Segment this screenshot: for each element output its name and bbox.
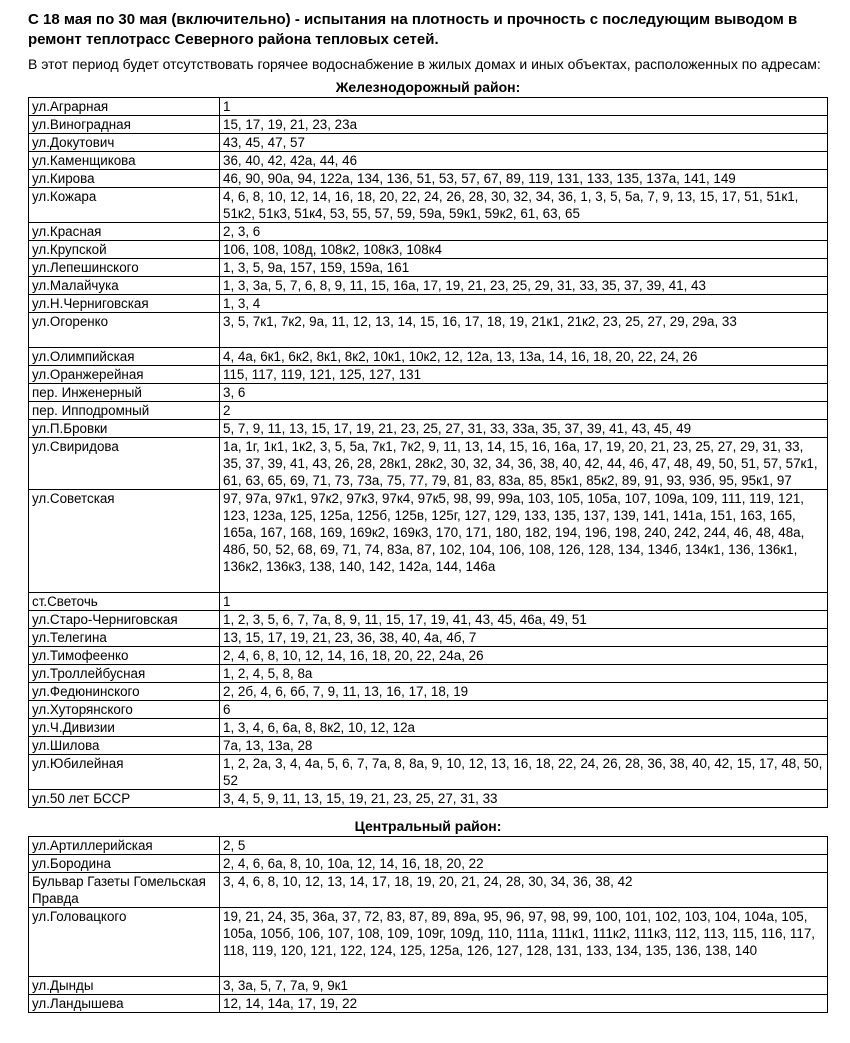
address-table	[28, 836, 828, 1013]
street-cell: ул.Советская	[29, 490, 220, 593]
table-row	[29, 737, 828, 755]
table-row	[29, 116, 828, 134]
street-cell: ул.Артиллерийская	[29, 837, 220, 855]
houses-cell: 1	[220, 593, 828, 611]
houses-cell: 1, 2, 2а, 3, 4, 4а, 5, 6, 7, 7а, 8, 8а, 9, 10, 12, 13, 16, 18, 22, 24, 26, 28, 36, 38, 40, 42, 15, 17, 48, 50, 52	[220, 755, 828, 790]
houses-cell: 4, 4а, 6к1, 6к2, 8к1, 8к2, 10к1, 10к2, 12, 12а, 13, 13а, 14, 16, 18, 20, 22, 24, 26	[220, 348, 828, 366]
houses-cell: 2	[220, 402, 828, 420]
districts-container	[28, 79, 828, 1013]
table-row	[29, 755, 828, 790]
street-cell: ул.Лепешинского	[29, 259, 220, 277]
table-row	[29, 223, 828, 241]
houses-cell: 1, 3, 5, 9а, 157, 159, 159а, 161	[220, 259, 828, 277]
street-cell: ул.Каменщикова	[29, 152, 220, 170]
street-cell: ул.Виноградная	[29, 116, 220, 134]
district-title: Центральный район:	[354, 818, 502, 834]
houses-cell: 4, 6, 8, 10, 12, 14, 16, 18, 20, 22, 24, 26, 28, 30, 32, 34, 36, 1, 3, 5, 5а, 7, 9, 13, 15, 17, 51, 51к1, 51к2, 51к3, 51к4, 53, 55, 57, 59, 59а, 59к1, 59к2, 61, 63, 65	[220, 188, 828, 223]
street-cell: ул.Оранжерейная	[29, 366, 220, 384]
street-cell: пер. Инженерный	[29, 384, 220, 402]
street-cell: ул.Головацкого	[29, 908, 220, 977]
table-row	[29, 855, 828, 873]
street-cell: ул.Н.Черниговская	[29, 295, 220, 313]
table-row	[29, 170, 828, 188]
houses-cell: 1, 2, 4, 5, 8, 8а	[220, 665, 828, 683]
houses-cell: 1, 3, 3а, 5, 7, 6, 8, 9, 11, 15, 16а, 17, 19, 21, 23, 25, 29, 31, 33, 35, 37, 39, 41, 43	[220, 277, 828, 295]
street-cell: ул.Олимпийская	[29, 348, 220, 366]
street-cell: ул.Кирова	[29, 170, 220, 188]
table-row	[29, 977, 828, 995]
table-row	[29, 611, 828, 629]
address-table	[28, 97, 828, 808]
table-row	[29, 593, 828, 611]
houses-cell: 3, 6	[220, 384, 828, 402]
table-row	[29, 188, 828, 223]
houses-cell: 2, 3, 6	[220, 223, 828, 241]
houses-cell: 1, 3, 4	[220, 295, 828, 313]
street-cell: ул.Дынды	[29, 977, 220, 995]
street-cell: ул.Телегина	[29, 629, 220, 647]
houses-cell: 2, 4, 6, 8, 10, 12, 14, 16, 18, 20, 22, 24а, 26	[220, 647, 828, 665]
table-row	[29, 420, 828, 438]
houses-cell: 1а, 1г, 1к1, 1к2, 3, 5, 5а, 7к1, 7к2, 9, 11, 13, 14, 15, 16, 16а, 17, 19, 20, 21, 23, 25, 27, 29, 31, 33, 35, 37, 39, 41, 43, 26, 28, 28к1, 28к2, 30, 32, 34, 36, 38, 40, 42, 44, 46, 47, 48, 49, 50, 51, 57, 57к1, 61, 63, 65, 69, 71, 73, 73а, 75, 77, 79, 81, 83, 83а, 85, 85к1, 85к2, 89, 91, 93, 93б, 95, 95к1, 97	[220, 438, 828, 490]
houses-cell: 2, 5	[220, 837, 828, 855]
street-cell: ул.Крупской	[29, 241, 220, 259]
street-cell: пер. Ипподромный	[29, 402, 220, 420]
houses-cell: 3, 4, 6, 8, 10, 12, 13, 14, 17, 18, 19, 20, 21, 24, 28, 30, 34, 36, 38, 42	[220, 873, 828, 908]
table-row	[29, 277, 828, 295]
street-cell: ул.Кожара	[29, 188, 220, 223]
district-gap	[28, 808, 828, 816]
houses-cell: 2, 4, 6, 6а, 8, 10, 10а, 12, 14, 16, 18, 20, 22	[220, 855, 828, 873]
street-cell: ул.Огоренко	[29, 313, 220, 348]
street-cell: ул.Докутович	[29, 134, 220, 152]
table-row	[29, 701, 828, 719]
table-row	[29, 313, 828, 348]
houses-cell: 7а, 13, 13а, 28	[220, 737, 828, 755]
street-cell: ул.Федюнинского	[29, 683, 220, 701]
houses-cell: 1, 2, 3, 5, 6, 7, 7а, 8, 9, 11, 15, 17, 19, 41, 43, 45, 46а, 49, 51	[220, 611, 828, 629]
street-cell: ул.Троллейбусная	[29, 665, 220, 683]
street-cell: ул.Бородина	[29, 855, 220, 873]
street-cell: ул.Ландышева	[29, 995, 220, 1013]
street-cell: ул.Хуторянского	[29, 701, 220, 719]
street-cell: ул.Ч.Дивизии	[29, 719, 220, 737]
table-row	[29, 995, 828, 1013]
table-row	[29, 873, 828, 908]
houses-cell: 43, 45, 47, 57	[220, 134, 828, 152]
houses-cell: 15, 17, 19, 21, 23, 23а	[220, 116, 828, 134]
street-cell: ул.50 лет БССР	[29, 790, 220, 808]
table-row	[29, 908, 828, 977]
street-cell: ул.Малайчука	[29, 277, 220, 295]
houses-cell: 106, 108, 108д, 108к2, 108к3, 108к4	[220, 241, 828, 259]
street-cell: ул.Тимофеенко	[29, 647, 220, 665]
houses-cell: 97, 97а, 97к1, 97к2, 97к3, 97к4, 97к5, 98, 99, 99а, 103, 105, 105а, 107, 109а, 109, 111, 119, 121, 123, 123а, 125, 125а, 125б, 125в, 125г, 127, 129, 133, 135, 137, 139, 141, 141а, 151, 163, 165, 165а, 167, 168, 169, 169к2, 169к3, 170, 171, 180, 182, 194, 196, 198, 240, 242, 244, 46, 48, 48а, 48б, 50, 52, 68, 69, 71, 74, 83а, 87, 102, 104, 106, 108, 126, 128, 134, 134б, 134к1, 136, 136к1, 136к2, 136к3, 138, 140, 142, 142а, 144, 146а	[220, 490, 828, 593]
houses-cell: 5, 7, 9, 11, 13, 15, 17, 19, 21, 23, 25, 27, 31, 33, 33а, 35, 37, 39, 41, 43, 45, 49	[220, 420, 828, 438]
table-row	[29, 295, 828, 313]
houses-cell: 46, 90, 90а, 94, 122а, 134, 136, 51, 53, 57, 67, 89, 119, 131, 133, 135, 137а, 141, 149	[220, 170, 828, 188]
table-row	[29, 402, 828, 420]
street-cell: ст.Светочь	[29, 593, 220, 611]
street-cell: ул.Красная	[29, 223, 220, 241]
table-row	[29, 384, 828, 402]
houses-cell: 115, 117, 119, 121, 125, 127, 131	[220, 366, 828, 384]
houses-cell: 3, 4, 5, 9, 11, 13, 15, 19, 21, 23, 25, 27, 31, 33	[220, 790, 828, 808]
notice-header: С 18 мая по 30 мая (включительно) - испытания на плотность и прочность с последующим выводом в ремонт теплотрасс Северного района тепловых сетей.	[28, 11, 798, 48]
houses-cell: 1	[220, 98, 828, 116]
houses-cell: 2, 2б, 4, 6, 6б, 7, 9, 11, 13, 16, 17, 18, 19	[220, 683, 828, 701]
street-cell: ул.Свиридова	[29, 438, 220, 490]
street-cell: ул.П.Бровки	[29, 420, 220, 438]
district-title: Железнодорожный район:	[335, 79, 521, 95]
houses-cell: 3, 3а, 5, 7, 7а, 9, 9к1	[220, 977, 828, 995]
table-row	[29, 490, 828, 593]
street-cell: ул.Старо-Черниговская	[29, 611, 220, 629]
table-row	[29, 348, 828, 366]
table-row	[29, 98, 828, 116]
table-row	[29, 438, 828, 490]
table-row	[29, 790, 828, 808]
table-row	[29, 259, 828, 277]
houses-cell: 13, 15, 17, 19, 21, 23, 36, 38, 40, 4а, 4б, 7	[220, 629, 828, 647]
street-cell: Бульвар Газеты Гомельская Правда	[29, 873, 220, 908]
table-row	[29, 366, 828, 384]
table-row	[29, 152, 828, 170]
table-row	[29, 647, 828, 665]
houses-cell: 1, 3, 4, 6, 6а, 8, 8к2, 10, 12, 12а	[220, 719, 828, 737]
table-row	[29, 134, 828, 152]
table-row	[29, 719, 828, 737]
houses-cell: 36, 40, 42, 42а, 44, 46	[220, 152, 828, 170]
houses-cell: 19, 21, 24, 35, 36а, 37, 72, 83, 87, 89, 89а, 95, 96, 97, 98, 99, 100, 101, 102, 103, 104, 104а, 105, 105а, 105б, 106, 107, 108, 109, 109г, 109д, 110, 111а, 111к1, 111к2, 111к3, 112, 113, 115, 116, 117, 118, 119, 120, 121, 122, 124, 125, 125а, 126, 127, 128, 131, 133, 134, 135, 136, 138, 140	[220, 908, 828, 977]
street-cell: ул.Юбилейная	[29, 755, 220, 790]
table-row	[29, 683, 828, 701]
street-cell: ул.Аграрная	[29, 98, 220, 116]
table-row	[29, 665, 828, 683]
street-cell: ул.Шилова	[29, 737, 220, 755]
notice-intro: В этот период будет отсутствовать горячее водоснабжение в жилых домах и иных объектах, расположенных по адресам:	[28, 56, 821, 72]
table-row	[29, 629, 828, 647]
houses-cell: 6	[220, 701, 828, 719]
houses-cell: 3, 5, 7к1, 7к2, 9а, 11, 12, 13, 14, 15, 16, 17, 18, 19, 21к1, 21к2, 23, 25, 27, 29, 29а, 33	[220, 313, 828, 348]
table-row	[29, 241, 828, 259]
houses-cell: 12, 14, 14а, 17, 19, 22	[220, 995, 828, 1013]
table-row	[29, 837, 828, 855]
